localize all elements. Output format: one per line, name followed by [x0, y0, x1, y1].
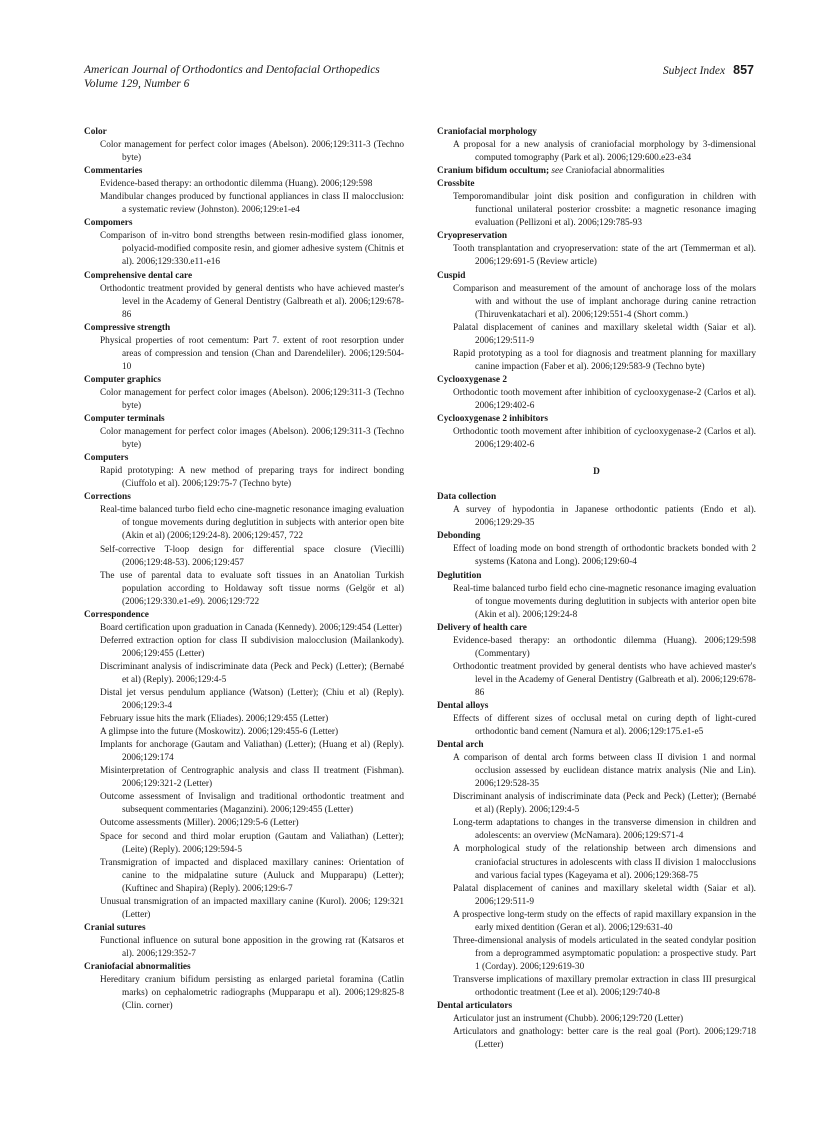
left-column [84, 126, 404, 1013]
journal-title: American Journal of Orthodontics and Dentofacial Orthopedics [84, 64, 380, 76]
running-header [84, 63, 380, 91]
term-label: Cuspid [437, 270, 466, 281]
term-label: Cryopreservation [437, 231, 508, 242]
index-entry: Implants for anchorage (Gautam and Valiathan) (Letter); (Huang et al) (Reply). 2006;129:174 [100, 740, 404, 764]
term-label: Computers [84, 453, 129, 464]
index-term [84, 491, 404, 504]
term-label: Computer graphics [84, 374, 162, 385]
index-term [437, 739, 756, 752]
index-entry: Distal jet versus pendulum appliance (Watson) (Letter); (Chiu et al) (Reply). 2006;129:3-4 [100, 688, 404, 712]
index-entry: Articulators and gnathology: better care is the real goal (Port). 2006;129:718 (Letter) [453, 1027, 756, 1051]
index-entry: Articulator just an instrument (Chubb). 2006;129:720 (Letter) [453, 1014, 684, 1025]
term-label: Comprehensive dental care [84, 270, 193, 281]
index-entry: Unusual transmigration of an impacted maxillary canine (Kurol). 2006; 129:321 (Letter) [100, 896, 404, 920]
index-entry: Palatal displacement of canines and maxillary skeletal width (Saiar et al). 2006;129:511-9 [453, 322, 756, 346]
index-entry: Outcome assessment of Invisalign and traditional orthodontic treatment and subsequent commentaries (Maganzini). 2006;129:455 (Letter) [100, 792, 404, 816]
term-label: Compressive strength [84, 322, 171, 333]
term-label: Correspondence [84, 609, 149, 620]
index-entry: Space for second and third molar eruption (Gautam and Valiathan) (Letter); (Leite) (Reply). 2006;129:594-5 [100, 831, 404, 855]
index-entry: Real-time balanced turbo field echo cine-magnetic resonance imaging evaluation of tongue movements during deglutition in subjects with anterior open bite (Akin et al) (2006;129:24-8). 2006;129:457, 722 [100, 505, 404, 542]
index-entry: Hereditary cranium bifidum persisting as enlarged parietal foramina (Catlin marks) on cephalometric radiographs (Mupparapu et al). 2006;129:825-8 (Clin. corner) [100, 975, 404, 1012]
right-column [437, 126, 756, 1052]
index-entry: Discriminant analysis of indiscriminate data (Peck and Peck) (Letter); (Bernabé et al) (Reply). 2006;129:4-5 [100, 661, 404, 685]
index-entry: Orthodontic tooth movement after inhibition of cyclooxygenase-2 (Carlos et al). 2006;129:402-6 [453, 387, 756, 411]
index-entry: The use of parental data to evaluate soft tissues in an Anatolian Turkish population according to Holdaway soft tissue norms (Gelgör et al) (2006;129:330.e1-e9). 2006;129:722 [100, 570, 404, 607]
term-label: Dental alloys [437, 700, 489, 711]
index-entry: Evidence-based therapy: an orthodontic dilemma (Huang). 2006;129:598 (Commentary) [453, 635, 756, 659]
index-term [84, 452, 404, 465]
index-term [84, 322, 404, 335]
index-term [437, 700, 756, 713]
index-entry: Comparison and measurement of the amount of anchorage loss of the molars with and without the use of implant anchorage during canine retraction (Thiruvenkatachari et al). 2006;129:551-4 (Short comm.) [453, 283, 756, 320]
index-entry: Deferred extraction option for class II subdivision malocclusion (Mailankody). 2006;129:455 (Letter) [100, 635, 404, 659]
index-entry: Tooth transplantation and cryopreservation: state of the art (Temmerman et al). 2006;129:691-5 (Review article) [453, 244, 756, 268]
term-label: Color [84, 127, 107, 137]
index-entry: Outcome assessments (Miller). 2006;129:5-6 (Letter) [100, 818, 299, 829]
term-label: Delivery of health care [437, 622, 527, 633]
index-entry: Rapid prototyping: A new method of preparing trays for indirect bonding (Ciuffolo et al). 2006;129:75-7 (Techno byte) [100, 466, 404, 490]
index-term [437, 622, 756, 635]
index-entry: Effects of different sizes of occlusal metal on curing depth of light-cured orthodontic band cement (Namura et al). 2006;129:175.e1-e5 [453, 714, 756, 738]
index-term [437, 165, 756, 178]
index-entry: Effect of loading mode on bond strength of orthodontic brackets bonded with 2 systems (Katona and Long). 2006;129:60-4 [453, 544, 756, 568]
index-entry: Three-dimensional analysis of models articulated in the seated condylar position from a deprogrammed asymptomatic population: a prospective study. Part 1 (Corday). 2006;129:619-30 [453, 935, 756, 972]
term-label: Data collection [437, 492, 497, 503]
see-label: see [551, 166, 564, 177]
index-entry: Palatal displacement of canines and maxillary skeletal width (Saiar et al). 2006;129:511-9 [453, 883, 756, 907]
index-term [84, 165, 404, 178]
index-entry: Temporomandibular joint disk position and configuration in children with functional unilateral posterior crossbite: a magnetic resonance imaging evaluation (Pellizoni et al). 2006;129:785-93 [453, 192, 756, 229]
section-letter: D [593, 467, 600, 478]
index-entry: Real-time balanced turbo field echo cine-magnetic resonance imaging evaluation of tongue movements during deglutition in subjects with anterior open bite (Akin et al). 2006;129:24-8 [453, 583, 756, 620]
page-number: 857 [733, 63, 754, 77]
index-entry: Functional influence on sutural bone apposition in the growing rat (Katsaros et al). 2006;129:352-7 [100, 935, 404, 959]
term-label: Craniofacial abnormalities [84, 962, 191, 972]
index-term [437, 230, 756, 243]
index-entry: Color management for perfect color images (Abelson). 2006;129:311-3 (Techno byte) [100, 387, 404, 411]
index-term [84, 270, 404, 283]
index-term [437, 530, 756, 543]
index-entry: Misinterpretation of Centrographic analysis and class II treatment (Fishman). 2006;129:321-2 (Letter) [100, 766, 404, 790]
index-term [84, 374, 404, 387]
index-term [84, 217, 404, 230]
index-entry: A proposal for a new analysis of craniofacial morphology by 3-dimensional computed tomography (Park et al). 2006;129:600.e23-e34 [453, 140, 756, 164]
term-label: Cranium bifidum occultum; [437, 166, 550, 177]
index-entry: Physical properties of root cementum: Part 7. extent of root resorption under areas of compression and tension (Chan and Darendeliler). 2006;129:504-10 [100, 335, 404, 372]
index-term [84, 126, 404, 139]
term-label: Cranial sutures [84, 922, 146, 933]
index-entry: A survey of hypodontia in Japanese orthodontic patients (Endo et al). 2006;129:29-35 [453, 505, 756, 529]
index-entry: February issue hits the mark (Eliades). 2006;129:455 (Letter) [100, 714, 329, 725]
index-term [437, 1000, 756, 1013]
index-entry: A morphological study of the relationship between arch dimensions and craniofacial structures in adolescents with class II division 1 malocclusions and various facial types (Kageyama et al). 2006;129:368-75 [453, 844, 756, 881]
index-entry: A comparison of dental arch forms between class II division 1 and normal occlusion assessed by euclidean distance matrix analysis (Nie and Lin). 2006;129:528-35 [453, 753, 756, 790]
index-entry: Rapid prototyping as a tool for diagnosis and treatment planning for maxillary canine impaction (Faber et al). 2006;129:583-9 (Techno byte) [453, 348, 756, 372]
term-label: Cyclooxygenase 2 [437, 374, 507, 385]
volume-issue: Volume 129, Number 6 [84, 78, 190, 90]
index-term [437, 413, 756, 426]
term-label: Cyclooxygenase 2 inhibitors [437, 414, 549, 425]
index-entry: Self-corrective T-loop design for differential space closure (Viecilli) (2006;129:48-53). 2006;129:457 [100, 544, 404, 568]
term-label: Craniofacial morphology [437, 127, 537, 137]
index-term [84, 413, 404, 426]
see-reference: Craniofacial abnormalities [565, 166, 665, 177]
index-entry: A prospective long-term study on the effects of rapid maxillary expansion in the early mixed dentition (Geran et al). 2006;129:631-40 [453, 909, 756, 933]
index-term [437, 270, 756, 283]
index-entry: Long-term adaptations to changes in the transverse dimension in children and adolescents: an overview (McNamara). 2006;129:S71-4 [453, 818, 756, 842]
index-entry: Orthodontic treatment provided by general dentists who have achieved master's level in the Academy of General Dentistry (Galbreath et al). 2006;129:678-86 [100, 283, 404, 320]
term-label: Debonding [437, 531, 481, 542]
term-label: Dental arch [437, 740, 484, 751]
index-term [437, 178, 756, 191]
term-label: Dental articulators [437, 1001, 513, 1012]
index-entry: Orthodontic treatment provided by general dentists who have achieved master's level in the Academy of General Dentistry (Galbreath et al). 2006;129:678-86 [453, 661, 756, 698]
term-label: Commentaries [84, 166, 143, 177]
index-entry: Color management for perfect color images (Abelson). 2006;129:311-3 (Techno byte) [100, 140, 404, 164]
term-label: Computer terminals [84, 414, 165, 425]
index-entry: Mandibular changes produced by functional appliances in class II malocclusion: a systematic review (Johnston). 2006;129:e1-e4 [100, 192, 404, 216]
index-entry: Orthodontic tooth movement after inhibition of cyclooxygenase-2 (Carlos et al). 2006;129:402-6 [453, 427, 756, 451]
index-entry: Board certification upon graduation in Canada (Kennedy). 2006;129:454 (Letter) [100, 622, 402, 633]
term-label: Compomers [84, 218, 133, 229]
term-label: Crossbite [437, 179, 475, 190]
index-entry: Discriminant analysis of indiscriminate data (Peck and Peck) (Letter); (Bernabé et al) (Reply). 2006;129:4-5 [453, 792, 756, 816]
index-label: Subject Index [662, 65, 726, 77]
index-term [437, 126, 756, 139]
index-entry: Evidence-based therapy: an orthodontic dilemma (Huang). 2006;129:598 [100, 179, 373, 190]
index-term [437, 491, 756, 504]
term-label: Corrections [84, 492, 131, 503]
index-entry: A glimpse into the future (Moskowitz). 2006;129:455-6 (Letter) [100, 727, 339, 738]
index-term [437, 374, 756, 387]
index-entry: Color management for perfect color images (Abelson). 2006;129:311-3 (Techno byte) [100, 427, 404, 451]
index-term [437, 570, 756, 583]
index-term [84, 609, 404, 622]
page-header-right [663, 63, 754, 78]
index-entry: Transmigration of impacted and displaced maxillary canines: Orientation of canine to the midpalatine suture (Auluck and Mupparapu) (Letter); (Kuftinec and Shapira) (Reply). 2006;129:6-7 [100, 857, 404, 894]
index-term [84, 922, 404, 935]
index-entry: Comparison of in-vitro bond strengths between resin-modified glass ionomer, polyacid-modified composite resin, and giomer adhesive system (Chitnis et al). 2006;129:330.e11-e16 [100, 231, 404, 268]
index-term [84, 961, 404, 974]
index-entry: Transverse implications of maxillary premolar extraction in class III presurgical orthodontic treatment (Lee et al). 2006;129:740-8 [453, 974, 756, 998]
term-label: Deglutition [437, 570, 482, 581]
